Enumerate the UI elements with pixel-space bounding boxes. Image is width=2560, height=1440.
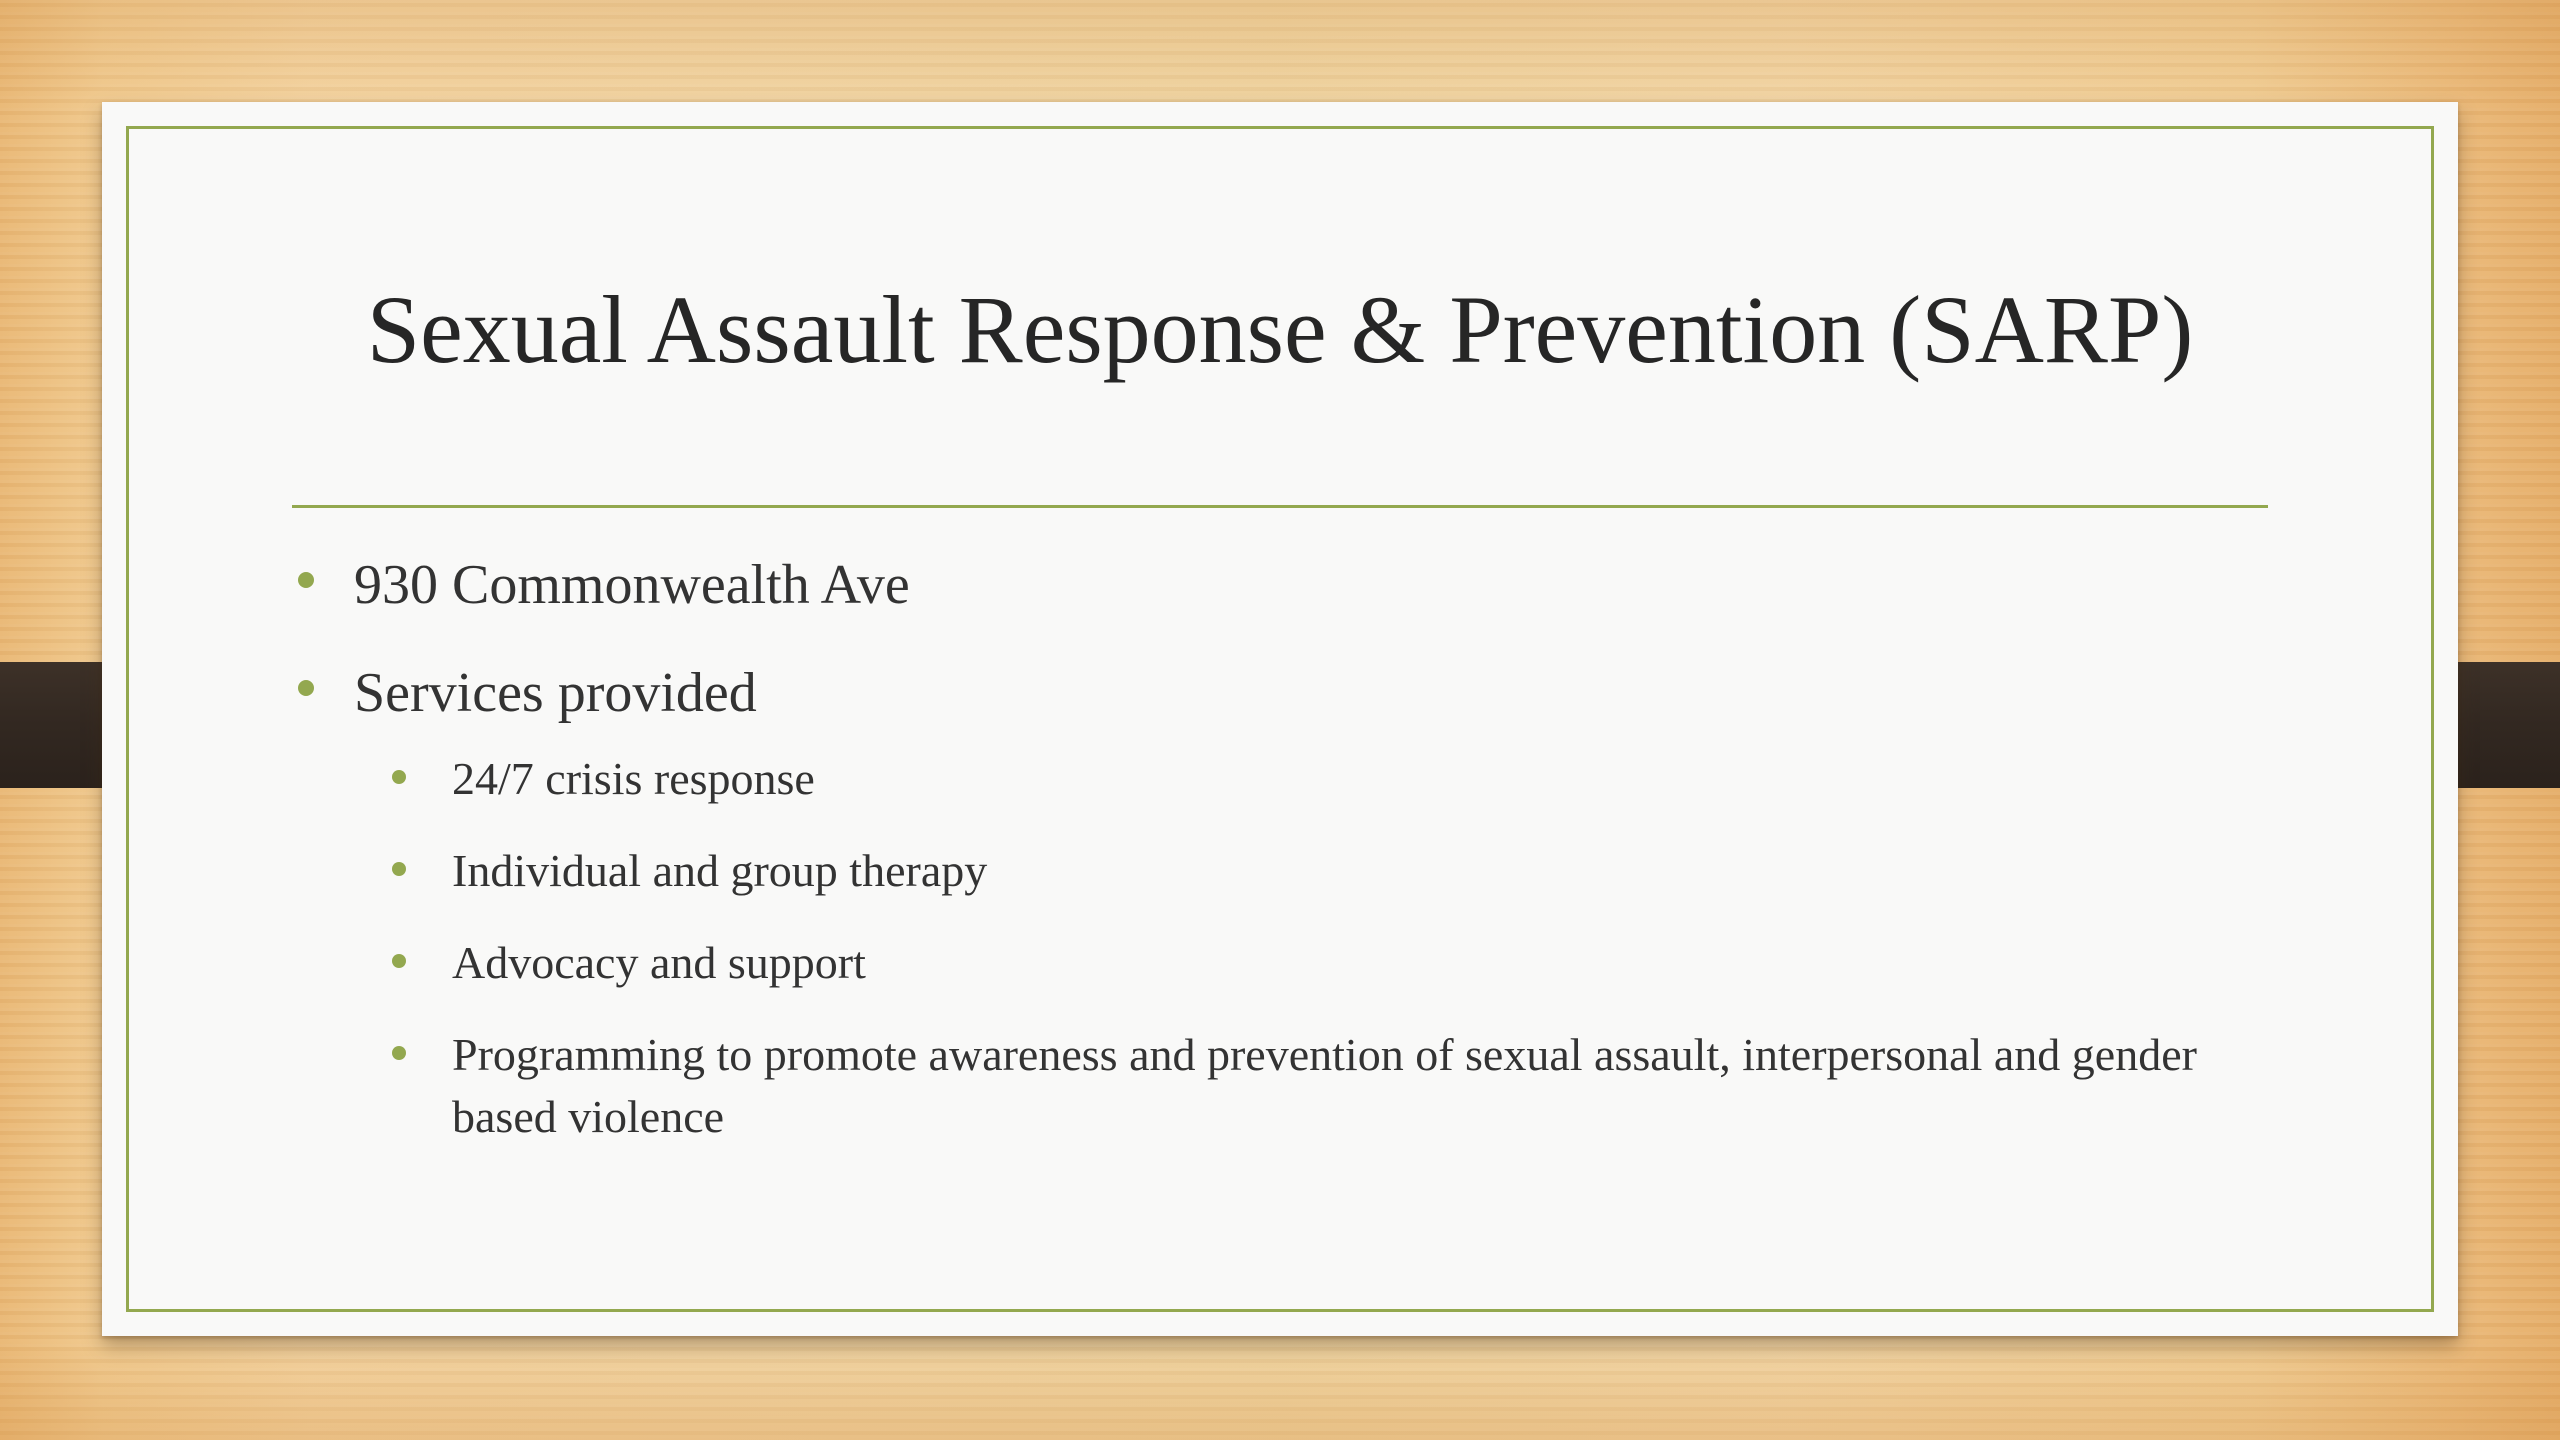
bullet-text: 930 Commonwealth Ave — [354, 554, 910, 616]
sub-bullet-text: Individual and group therapy — [452, 845, 988, 896]
title-divider — [292, 505, 2268, 508]
sub-bullet-dot-icon — [392, 1046, 406, 1060]
bullet-list — [292, 550, 2292, 1178]
sub-bullet-dot-icon — [392, 954, 406, 968]
slide-paper — [102, 102, 2458, 1336]
sub-bullet-text: 24/7 crisis response — [452, 753, 815, 804]
bullet-dot-icon — [298, 572, 314, 588]
wood-background-bottom — [0, 1340, 2560, 1440]
sub-bullet-therapy — [292, 840, 2292, 902]
sub-bullet-text: Programming to promote awareness and prevention of sexual assault, interpersonal and gender based violence — [452, 1029, 2197, 1142]
sub-bullet-advocacy — [292, 932, 2292, 994]
sub-bullet-dot-icon — [392, 862, 406, 876]
bullet-address — [292, 550, 2292, 620]
bullet-text: Services provided — [354, 662, 757, 724]
wood-background-top — [0, 0, 2560, 110]
bullet-services — [292, 658, 2292, 728]
sub-bullet-programming — [292, 1024, 2292, 1148]
bullet-dot-icon — [298, 680, 314, 696]
sub-bullet-dot-icon — [392, 770, 406, 784]
slide-title: Sexual Assault Response & Prevention (SARP) — [366, 276, 2194, 383]
sub-bullet-text: Advocacy and support — [452, 937, 866, 988]
sub-bullet-crisis — [292, 748, 2292, 810]
